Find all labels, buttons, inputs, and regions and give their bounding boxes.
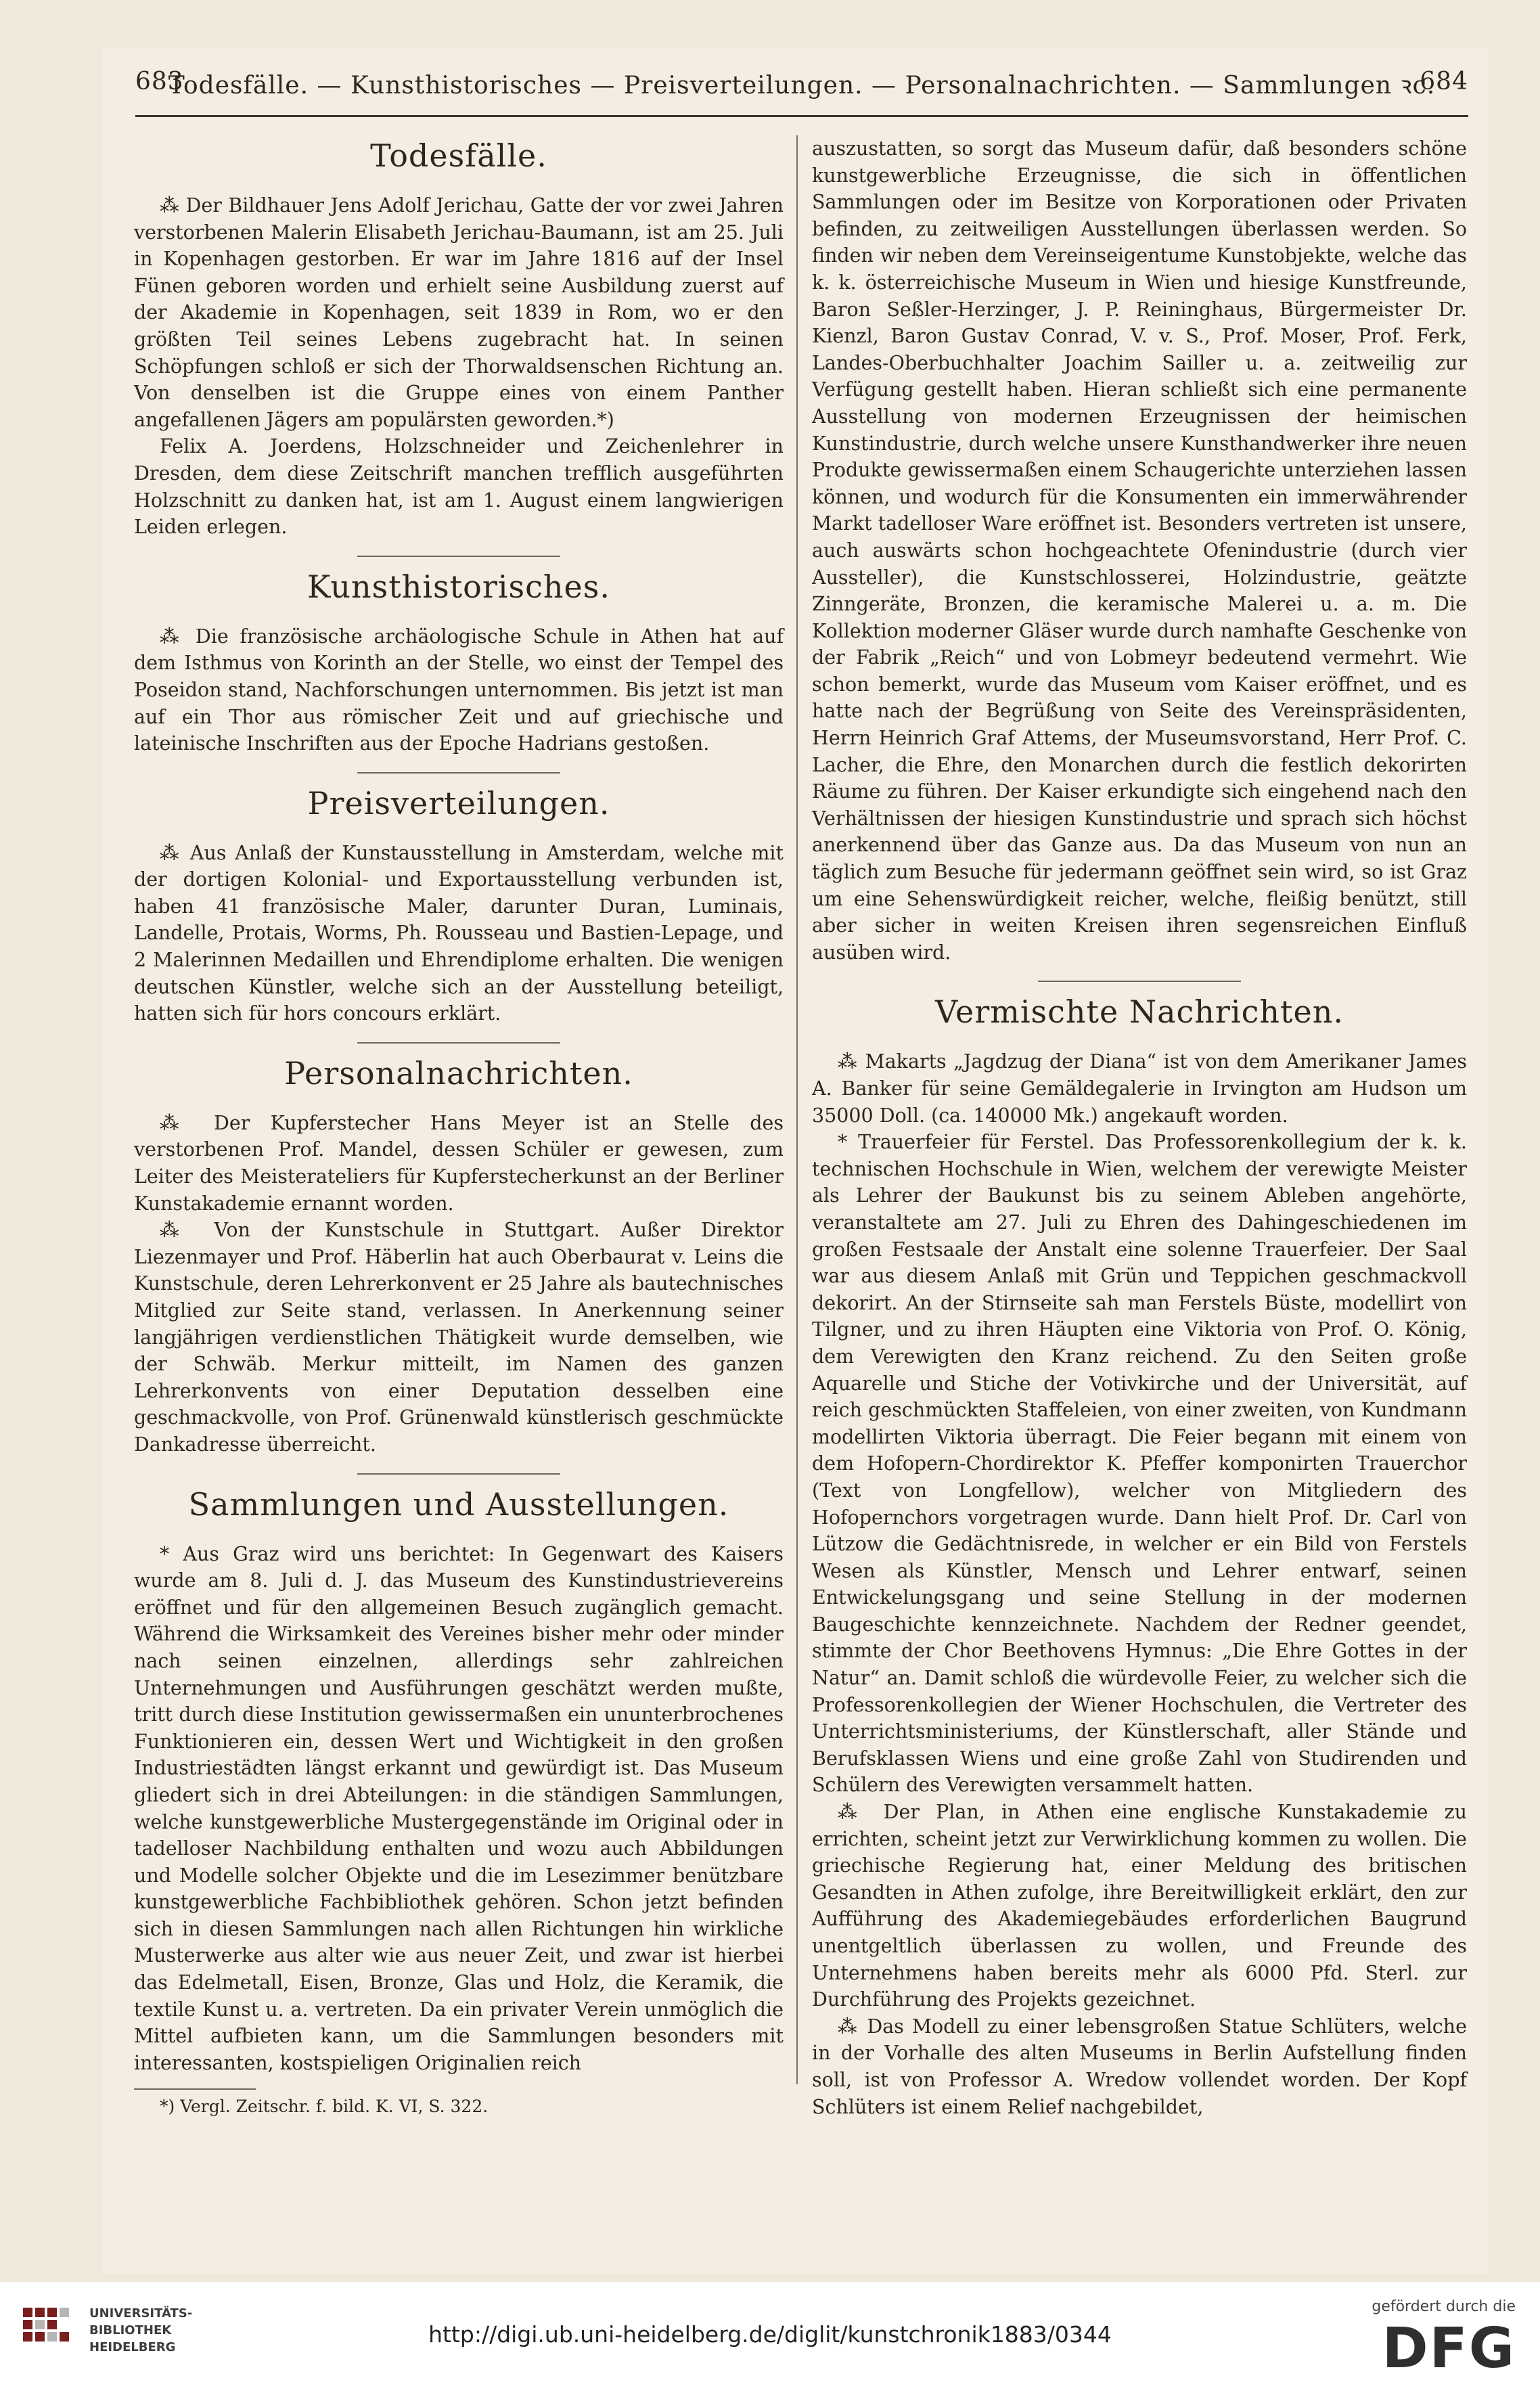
article-athen-akademie: ⁂ Der Plan, in Athen eine englische Kunstakademie zu errichten, scheint jetzt zur Verwirklichung kommen zu wollen. Die griechische Regierung hat, einer Meldung des britischen Gesandten in Athen zufolge, ihre Bereitwilligkeit erklärt, den zur Aufführung des Akademiegebäudes erforderlichen Baugrund unentgeltlich überlassen zu wollen, und Freunde des Unternehmens haben bereits mehr als 6000 Pfd. Sterl. zur Durchführung des Projekts gezeichnet.: [812, 1801, 1467, 2011]
dfg-logo: DFG: [1382, 2316, 1516, 2381]
article-makart: ⁂ Makarts „Jagdzug der Diana“ ist von dem Amerikaner James A. Banker für seine Gemäldegalerie in Irvington am Hudson um 35000 Doll. (ca. 140000 Mk.) angekauft worden.: [812, 1050, 1467, 1127]
section-divider: [357, 556, 560, 557]
footnote: *) Vergl. Zeitschr. f. bild. K. VI, S. 322.: [160, 2097, 489, 2117]
article-jerichau: ⁂ Der Bildhauer Jens Adolf Jerichau, Gatte der vor zwei Jahren verstorbenen Malerin Elisabeth Jerichau-Baumann, ist am 25. Juli in Kopenhagen gestorben. Er war im Jahre 1816 auf der Insel Fünen geboren worden und erhielt seine Ausbildung zuerst auf der Akademie in Kopenhagen, seit 1839 in Rom, wo er den größten Teil seines Lebens zugebracht hat. In seinen Schöpfungen schloß er sich der Thorwaldsenschen Richtung an. Von denselben ist die Gruppe eines von einem Panther angefallenen Jägers am populärsten geworden.*): [134, 194, 784, 431]
source-link[interactable]: http://digi.ub.uni-heidelberg.de/diglit/kunstchronik1883/0344: [428, 2321, 1112, 2348]
article-graz: * Aus Graz wird uns berichtet: In Gegenwart des Kaisers wurde am 8. Juli d. J. das Museum des Kunstindustrievereins eröffnet und für den allgemeinen Besuch zugänglich gemacht. Während die Wirksamkeit des Vereines bisher mehr oder minder nach seinen einzelnen, allerdings sehr zahlreichen Unternehmungen und Ausführungen geschätzt werden mußte, tritt durch diese Institution gewissermaßen ein ununterbrochenes Funktionieren ein, dessen Wert und Wichtigkeit in den großen Industriestädten längst erkannt und gewürdigt ist. Das Museum gliedert sich in drei Abteilungen: in die ständigen Sammlungen, welche kunstgewerbliche Mustergegenstände im Original oder in tadelloser Nachbildung enthalten und wozu auch Abbildungen und Modelle solcher Objekte und die im Lesezimmer benützbare kunstgewerbliche Fachbibliothek gehören. Schon jetzt befinden sich in diesen Sammlungen nach allen Richtungen hin wirkliche Musterwerke aus alter wie aus neuer Zeit, und zwar ist hierbei das Edelmetall, Eisen, Bronze, Glas und Holz, die Keramik, die textile Kunst u. a. vertreten. Da ein privater Verein unmöglich die Mittel aufbieten kann, um die Sammlungen besonders mit interessanten, kostspieligen Originalien reich: [134, 1542, 784, 2074]
heading-kunsthistorisches: Kunsthistorisches.: [307, 568, 610, 605]
heading-todesfaelle: Todesfälle.: [370, 137, 547, 174]
library-name: UNIVERSITÄTS- BIBLIOTHEK HEIDELBERG: [89, 2306, 193, 2354]
article-korinth: ⁂ Die französische archäologische Schule in Athen hat auf dem Isthmus von Korinth an der Stelle, wo einst der Tempel des Poseidon stand, Nachforschungen unternommen. Bis jetzt ist man auf ein Thor aus römischer Zeit und auf griechische und lateinische Inschriften aus der Epoche Hadrians gestoßen.: [134, 625, 784, 755]
header-rule: [135, 115, 1468, 117]
column-separator: [796, 135, 798, 2084]
heading-vermischte: Vermischte Nachrichten.: [935, 993, 1344, 1031]
section-divider: [357, 772, 560, 774]
running-title: Todesfälle. — Kunsthistorisches — Preisverteilungen. — Personalnachrichten. — Sammlungen ꝛc.: [168, 72, 1436, 99]
left-column: [134, 135, 784, 2118]
article-stuttgart: ⁂ Von der Kunstschule in Stuttgart. Außer Direktor Liezenmayer und Prof. Häberlin hat auch Oberbaurat v. Leins die Kunstschule, deren Lehrerkonvent er 25 Jahre als bautechnisches Mitglied zur Seite stand, verlassen. In Anerkennung seiner langjährigen verdienstlichen Thätigkeit wurde demselben, wie der Schwäb. Merkur mitteilt, im Namen des ganzen Lehrerkonvents von einer Deputation desselben eine geschmackvolle, von Prof. Grünenwald künstlerisch geschmückte Dankadresse überreicht.: [134, 1219, 784, 1456]
section-divider: [1038, 981, 1241, 982]
heading-preisverteilungen: Preisverteilungen.: [307, 784, 610, 822]
sponsor-label: gefördert durch die: [1372, 2298, 1516, 2315]
right-column: [812, 135, 1467, 2120]
footer-bar: [0, 2282, 1540, 2397]
page-number-left: 683: [135, 68, 184, 95]
running-header: [135, 68, 1468, 108]
article-graz-continued: auszustatten, so sorgt das Museum dafür, daß besonders schöne kunstgewerbliche Erzeugnisse, die sich in öffentlichen Sammlungen oder im Besitze von Korporationen oder Privaten befinden, zu zeitweiligen Ausstellungen überlassen werden. So finden wir neben dem Vereinseigentume Kunstobjekte, welche das k. k. österreichische Museum in Wien und hiesige Kunstfreunde, Baron Seßler-Herzinger, J. P. Reininghaus, Bürgermeister Dr. Kienzl, Baron Gustav Conrad, V. v. S., Prof. Moser, Prof. Ferk, Landes-Oberbuchhalter Joachim Sailler u. a. zeitweilig zur Verfügung gestellt haben. Hieran schließt sich eine permanente Ausstellung von modernen Erzeugnissen der heimischen Kunstindustrie, durch welche unsere Kunsthandwerker ihre neuen Produkte gewissermaßen einem Schaugerichte unterziehen lassen können, und wodurch für die Konsumenten ein immerwährender Markt tadelloser Ware eröffnet ist. Besonders vertreten ist unsere, auch auswärts schon hochgeachtete Ofenindustrie (durch vier Aussteller), die Kunstschlosserei, Holzindustrie, geätzte Zinngeräte, Bronzen, die keramische Malerei u. a. m. Die Kollektion moderner Gläser wurde durch namhafte Geschenke von der Fabrik „Reich“ und von Lobmeyr bedeutend vermehrt. Wie schon bemerkt, wurde das Museum vom Kaiser eröffnet, und es hatte nach der Begrüßung von Seite des Vereinspräsidenten, Herrn Heinrich Graf Attems, der Museumsvorstand, Herr Prof. C. Lacher, die Ehre, den Monarchen durch die festlich dekorirten Räume zu führen. Der Kaiser erkundigte sich eingehend nach den Verhältnissen der hiesigen Kunstindustrie und sprach sich höchst anerkennend über das Ganze aus. Da das Museum von nun an täglich zum Besuche für jedermann geöffnet sein wird, so ist Graz um eine Sehenswürdigkeit reicher, welche, fleißig benützt, still aber sicher in weiten Kreisen ihren segensreichen Einfluß ausüben wird.: [812, 137, 1467, 964]
page-number-right: 684: [1420, 68, 1468, 95]
article-amsterdam: ⁂ Aus Anlaß der Kunstausstellung in Amsterdam, welche mit der dortigen Kolonial- und Exportausstellung verbunden ist, haben 41 französische Maler, darunter Duran, Luminais, Landelle, Protais, Worms, Ph. Rousseau und Bastien-Lepage, und 2 Malerinnen Medaillen und Ehrendiplome erhalten. Die wenigen deutschen Künstler, welche sich an der Ausstellung beteiligt, hatten sich für hors concours erklärt.: [134, 841, 784, 1025]
article-joerdens: Felix A. Joerdens, Holzschneider und Zeichenlehrer in Dresden, dem diese Zeitschrift manchen trefflich ausgeführten Holzschnitt zu danken hat, ist am 1. August einem langwierigen Leiden erlegen.: [134, 435, 784, 539]
heading-sammlungen: Sammlungen und Ausstellungen.: [188, 1485, 729, 1523]
heading-personalnachrichten: Personalnachrichten.: [284, 1054, 633, 1092]
article-schlueter: ⁂ Das Modell zu einer lebensgroßen Statue Schlüters, welche in der Vorhalle des alten Museums in Berlin Aufstellung finden soll, ist von Professor A. Wredow vollendet worden. Der Kopf Schlüters ist einem Relief nachgebildet,: [812, 2015, 1467, 2118]
section-divider: [357, 1473, 560, 1475]
footnote-rule: [134, 2088, 256, 2090]
article-ferstel: * Trauerfeier für Ferstel. Das Professorenkollegium der k. k. technischen Hochschule in Wien, welchem der verewigte Meister als Lehrer der Baukunst bis zu seinem Ableben angehörte, veranstaltete am 27. Juli zu Ehren des Dahingeschiedenen im großen Festsaale der Anstalt eine solenne Trauerfeier. Der Saal war aus diesem Anlaß mit Grün und Teppichen geschmackvoll dekorirt. An der Stirnseite sah man Ferstels Büste, modellirt von Tilgner, und zu ihren Häupten eine Viktoria von Prof. O. König, dem Verewigten den Kranz reichend. Zu den Seiten große Aquarelle und Stiche der Votivkirche und der Universität, auf reich geschmückten Staffeleien, von einer zweiten, von Kundmann modellirten Viktoria überragt. Die Feier begann mit einem von dem Hofopern-Chordirektor K. Pfeffer komponirten Trauerchor (Text von Longfellow), welcher von Mitgliedern des Hofopernchors vorgetragen wurde. Dann hielt Prof. Dr. Carl von Lützow die Gedächtnisrede, in welcher er ein Bild von Ferstels Wesen als Künstler, Mensch und Lehrer entwarf, seinen Entwickelungsgang und seine Stellung in der modernen Baugeschichte kennzeichnete. Nachdem der Redner geendet, stimmte der Chor Beethovens Hymnus: „Die Ehre Gottes in der Natur“ an. Damit schloß die würdevolle Feier, zu welcher sich die Professorenkollegien der Wiener Hochschulen, die Vertreter des Unterrichtsministeriums, der Künstlerschaft, aller Stände und Berufsklassen Wiens und eine große Zahl von Studirenden und Schülern des Verewigten versammelt hatten.: [812, 1131, 1467, 1797]
article-meyer: ⁂ Der Kupferstecher Hans Meyer ist an Stelle des verstorbenen Prof. Mandel, dessen Schüler er gewesen, zum Leiter des Meisterateliers für Kupferstecherkunst an der Berliner Kunstakademie ernannt worden.: [134, 1111, 784, 1215]
section-divider: [357, 1042, 560, 1044]
